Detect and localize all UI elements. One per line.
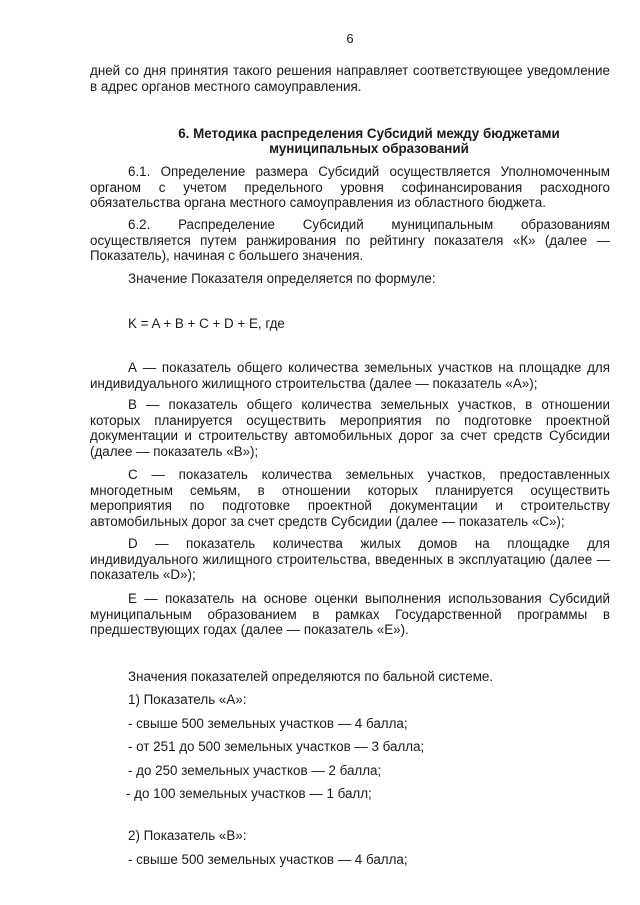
page-number: 6	[346, 31, 354, 46]
definition-e: Е — показатель на основе оценки выполнения использования Субсидий муниципальным образованием в рамках Государственной программы в предшествующих годах (далее — показатель «Е»).	[90, 591, 610, 638]
indicator-a-item: - до 100 земельных участков — 1 балл;	[126, 786, 372, 801]
section-heading-line-2: муниципальных образований	[269, 141, 469, 156]
definition-a: А — показатель общего количества земельных участков на площадке для индивидуального жилищного строительства (далее — показатель «А»);	[90, 360, 610, 391]
paragraph-6-2: 6.2. Распределение Субсидий муниципальным образованиям осуществляется путем ранжирования по рейтингу показателя «К» (далее — Показатель), начиная с большего значения.	[90, 217, 610, 264]
indicator-a-item: - до 250 земельных участков — 2 балла;	[128, 763, 382, 778]
definition-c: С — показатель количества земельных участков, предоставленных многодетным семьям, в отношении которых планируется осуществить мероприятия по подготовке проектной документации и строительству автомобильных дорог за счет средств Субсидии (далее — показатель «С»);	[90, 467, 610, 529]
formula-intro: Значение Показателя определяется по формуле:	[128, 271, 436, 286]
indicator-a-title: 1) Показатель «А»:	[128, 692, 247, 707]
scoring-intro: Значения показателей определяются по бальной системе.	[128, 669, 494, 684]
intro-paragraph: дней со дня принятия такого решения направляет соответствующее уведомление в адрес органов местного самоуправления.	[90, 63, 610, 94]
indicator-a-item: - свыше 500 земельных участков — 4 балла;	[128, 716, 408, 731]
definition-b: В — показатель общего количества земельных участков, в отношении которых планируется осуществить мероприятия по подготовке проектной документации и строительству автомобильных дорог за счет средств Субсидии (далее — показатель «В»);	[90, 397, 610, 459]
section-heading-line-1: 6. Методика распределения Субсидий между бюджетами	[178, 126, 560, 141]
indicator-b-item: - свыше 500 земельных участков — 4 балла;	[128, 852, 408, 867]
indicator-b-title: 2) Показатель «В»:	[128, 828, 247, 843]
formula: K = A + B + C + D + E, где	[128, 316, 285, 331]
indicator-a-item: - от 251 до 500 земельных участков — 3 балла;	[128, 739, 425, 754]
definition-d: D — показатель количества жилых домов на площадке для индивидуального жилищного строительства, введенных в эксплуатацию (далее — показатель «D»);	[90, 536, 610, 583]
paragraph-6-1: 6.1. Определение размера Субсидий осуществляется Уполномоченным органом с учетом предельного уровня софинансирования расходного обязательства органа местного самоуправления из областного бюджета.	[90, 164, 610, 211]
